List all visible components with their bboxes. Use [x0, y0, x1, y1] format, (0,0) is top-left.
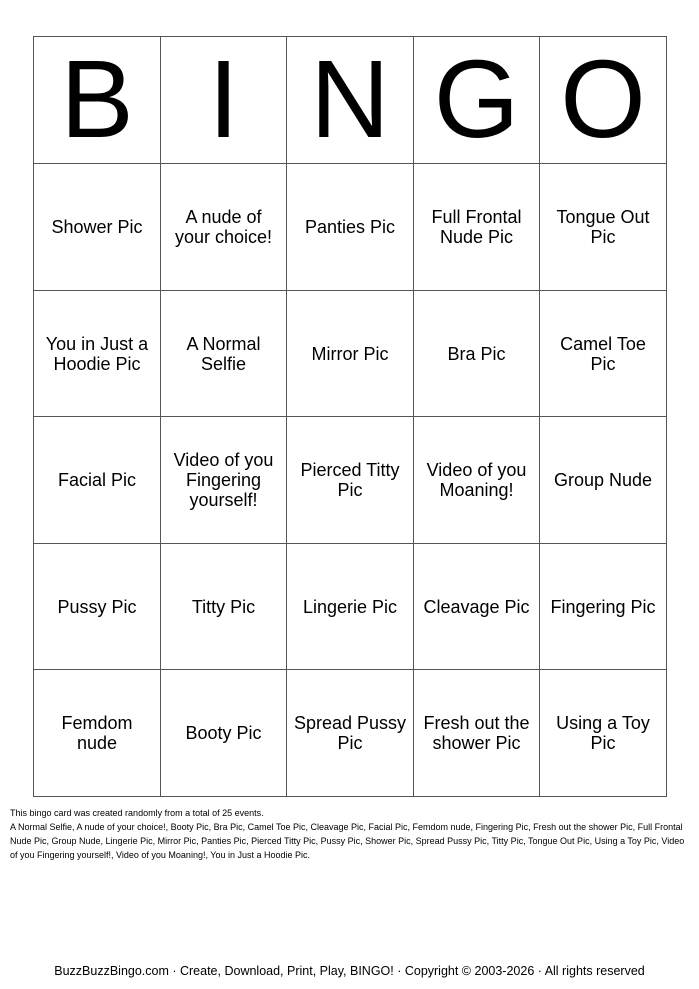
- bingo-row-1: [34, 164, 667, 291]
- bingo-row-4: [34, 544, 667, 670]
- bingo-cell: Lingerie Pic: [287, 544, 414, 670]
- bingo-cell: Booty Pic: [161, 670, 287, 797]
- card-info-event-list: A Normal Selfie, A nude of your choice!, Booty Pic, Bra Pic, Camel Toe Pic, Cleavage Pic, Facial Pic, Femdom nude, Fingering Pic, Fresh out the shower Pic, Full Frontal Nude Pic, Group Nude, Lingerie Pic, Mirror Pic, Panties Pic, Pierced Titty Pic, Pussy Pic, Shower Pic, Spread Pussy Pic, Titty Pic, Tongue Out Pic, Using a Toy Pic, Video of you Fingering yourself!, Video of you Moaning!, You in Just a Hoodie Pic.: [10, 822, 685, 860]
- header-letter-b: B: [34, 37, 161, 164]
- bingo-card: [33, 36, 667, 797]
- bingo-cell: Video of you Moaning!: [414, 417, 540, 544]
- bingo-cell: Video of you Fingering yourself!: [161, 417, 287, 544]
- bingo-cell: Group Nude: [540, 417, 667, 544]
- bingo-cell: Titty Pic: [161, 544, 287, 670]
- bingo-cell: Using a Toy Pic: [540, 670, 667, 797]
- card-info-summary: This bingo card was created randomly from a total of 25 events.: [10, 808, 264, 818]
- bingo-cell: Femdom nude: [34, 670, 161, 797]
- bingo-cell: A nude of your choice!: [161, 164, 287, 291]
- card-info: [10, 806, 690, 862]
- bingo-cell: Pussy Pic: [34, 544, 161, 670]
- bingo-cell: Full Frontal Nude Pic: [414, 164, 540, 291]
- bingo-cell: Fingering Pic: [540, 544, 667, 670]
- bingo-cell: Fresh out the shower Pic: [414, 670, 540, 797]
- bingo-cell: Pierced Titty Pic: [287, 417, 414, 544]
- bingo-cell: Spread Pussy Pic: [287, 670, 414, 797]
- bingo-row-5: [34, 670, 667, 797]
- bingo-cell: Facial Pic: [34, 417, 161, 544]
- bingo-cell: Panties Pic: [287, 164, 414, 291]
- bingo-cell: A Normal Selfie: [161, 291, 287, 417]
- header-letter-n: N: [287, 37, 414, 164]
- header-letter-g: G: [414, 37, 540, 164]
- header-letter-i: I: [161, 37, 287, 164]
- bingo-row-3: [34, 417, 667, 544]
- page-footer: BuzzBuzzBingo.com · Create, Download, Print, Play, BINGO! · Copyright © 2003-2026 · All rights reserved: [54, 964, 645, 978]
- bingo-cell: Camel Toe Pic: [540, 291, 667, 417]
- bingo-cell: Mirror Pic: [287, 291, 414, 417]
- bingo-row-2: [34, 291, 667, 417]
- bingo-cell: Bra Pic: [414, 291, 540, 417]
- bingo-cell: Tongue Out Pic: [540, 164, 667, 291]
- bingo-cell: You in Just a Hoodie Pic: [34, 291, 161, 417]
- bingo-cell: Cleavage Pic: [414, 544, 540, 670]
- bingo-header-row: [34, 37, 667, 164]
- bingo-cell: Shower Pic: [34, 164, 161, 291]
- header-letter-o: O: [540, 37, 667, 164]
